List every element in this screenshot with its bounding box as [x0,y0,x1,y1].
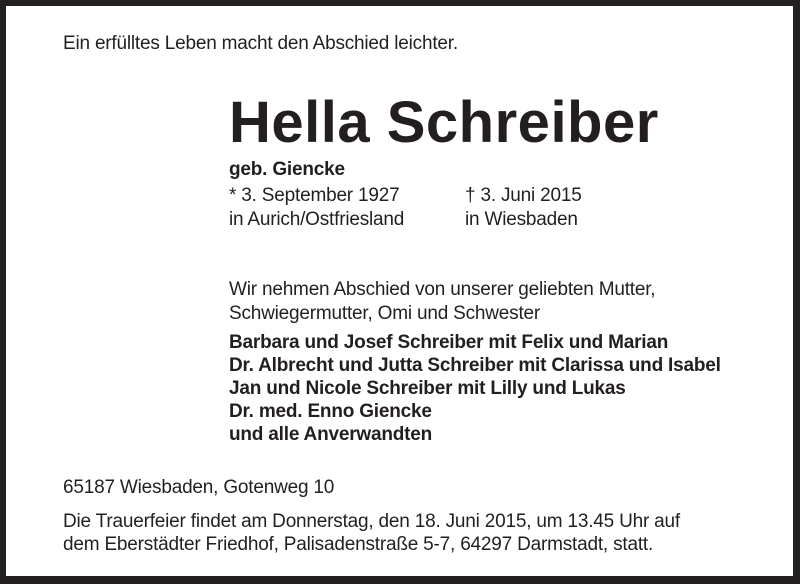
motto: Ein erfülltes Leben macht den Abschied leichter. [63,33,458,54]
obituary-notice [6,6,793,576]
deceased-name: Hella Schreiber [229,90,659,155]
farewell-line: Wir nehmen Abschied von unserer geliebten Mutter, [229,279,656,300]
ceremony-line: Die Trauerfeier findet am Donnerstag, den 18. Juni 2015, um 13.45 Uhr auf [63,511,680,532]
death-date: † 3. Juni 2015 [465,185,582,206]
mourner-line: Barbara und Josef Schreiber mit Felix und Marian [229,332,669,353]
mourner-line: Jan und Nicole Schreiber mit Lilly und Lukas [229,378,626,399]
death-place: in Wiesbaden [465,209,578,230]
birth-place: in Aurich/Ostfriesland [229,209,405,230]
farewell-line: Schwiegermutter, Omi und Schwester [229,303,541,324]
mourner-line: Dr. Albrecht und Jutta Schreiber mit Clarissa und Isabel [229,355,721,376]
ceremony-line: dem Eberstädter Friedhof, Palisadenstraße 5-7, 64297 Darmstadt, statt. [63,534,654,555]
birth-date: * 3. September 1927 [229,185,400,206]
address: 65187 Wiesbaden, Gotenweg 10 [63,477,335,498]
mourner-line: und alle Anverwandten [229,424,433,445]
mourner-line: Dr. med. Enno Giencke [229,401,432,422]
maiden-name: geb. Giencke [229,159,345,180]
